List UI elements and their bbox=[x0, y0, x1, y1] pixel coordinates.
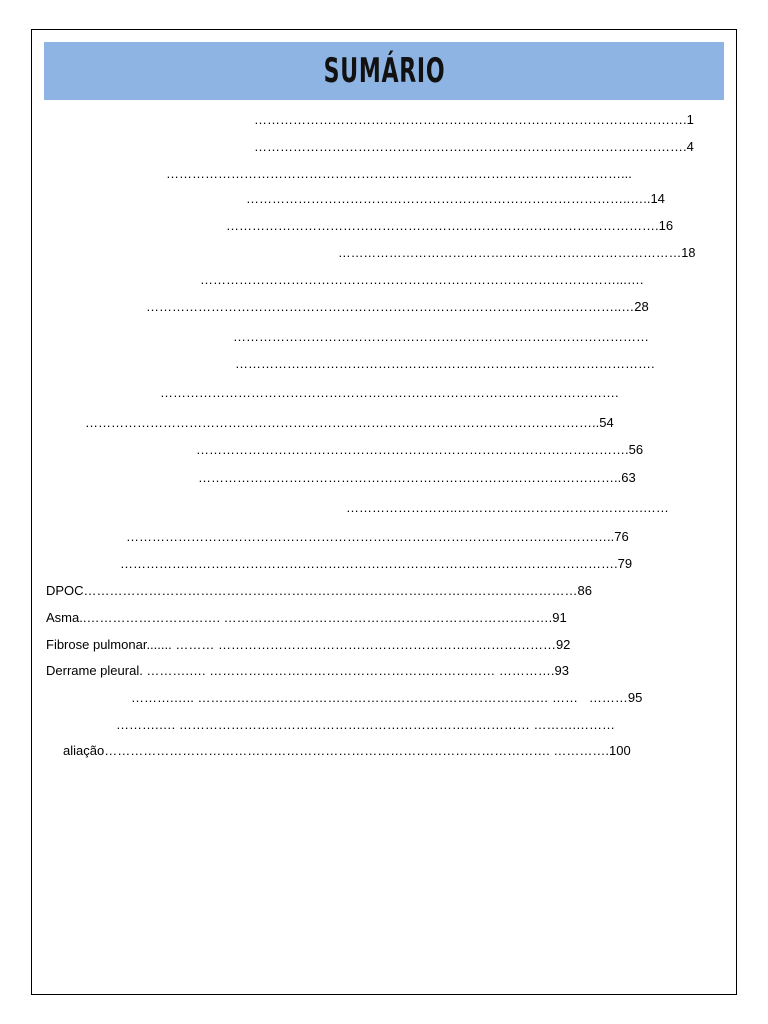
toc-entry-text: ……….…. ……………………………………………………………………… ……….……… bbox=[116, 717, 616, 732]
toc-entry bbox=[63, 743, 631, 758]
toc-entry bbox=[226, 218, 673, 233]
title-banner bbox=[44, 42, 724, 100]
toc-entry-text: aliação…………………………………………………………………………………………. ………….100 bbox=[63, 743, 631, 758]
toc-entry-text: Derrame pleural. ……….…. ………………………………………………………… ………….93 bbox=[46, 663, 569, 678]
toc-entry bbox=[346, 500, 669, 515]
toc-entry bbox=[196, 442, 643, 457]
toc-entry bbox=[46, 663, 569, 678]
toc-entry-text: ……………………………………………………………………………………………... bbox=[166, 166, 632, 181]
toc-entry-text: ……………………………………………………………………………..…..14 bbox=[246, 191, 665, 206]
toc-entry-text: DPOC……………………………………………………………………………………………………86 bbox=[46, 583, 593, 598]
toc-entry-text: ……………………………………………………………………………………...…. bbox=[200, 272, 644, 287]
toc-entry-text: ……………………………………………………………………………………….1 bbox=[254, 112, 694, 127]
toc-entry bbox=[254, 139, 694, 154]
toc-entry-text: ……………………..…………………………………….…… bbox=[346, 500, 669, 515]
toc-entry bbox=[116, 717, 615, 732]
toc-entry bbox=[233, 329, 649, 344]
toc-entry-text: Fibrose pulmonar....... ……… ……………………………………………………………………92 bbox=[46, 637, 571, 652]
toc-entry-text: ………………………………………………………………………18 bbox=[338, 245, 696, 260]
toc-entry bbox=[254, 112, 694, 127]
toc-entry bbox=[85, 415, 614, 430]
toc-entry bbox=[198, 470, 636, 485]
toc-entry-text: …………………………………………………………………………………………………..76 bbox=[126, 529, 629, 544]
toc-entry bbox=[131, 690, 642, 705]
toc-entry-text: ……………………………………………………………………………………….56 bbox=[196, 442, 644, 457]
toc-entry bbox=[246, 191, 665, 206]
toc-entry-text: ………………………………………………………………………………………………..…28 bbox=[146, 299, 649, 314]
toc-entry bbox=[146, 299, 649, 314]
toc-entry bbox=[235, 356, 655, 371]
toc-entry-text: ………………………………………………………………………………………………………..54 bbox=[85, 415, 614, 430]
toc-entry bbox=[338, 245, 695, 260]
toc-entry-text: Asma..…………………………. ………………………………………………………………….91 bbox=[46, 610, 567, 625]
toc-entry-text: ……………………………………………………………………………………….4 bbox=[254, 139, 694, 154]
toc-entry-text: …………………………………………………………………………………………………….79 bbox=[120, 556, 633, 571]
toc-entry bbox=[46, 637, 570, 652]
toc-entry-text: ……………………………………………………………………………………. bbox=[235, 356, 655, 371]
toc-entry bbox=[46, 583, 592, 598]
toc-entry bbox=[46, 610, 567, 625]
toc-entry-text: ……………………………………………………………………………………..63 bbox=[198, 470, 636, 485]
toc-entry-text: ……….….. ……………………………………………………………………… …… ………95 bbox=[131, 690, 643, 705]
toc-entry bbox=[120, 556, 632, 571]
toc-entry bbox=[160, 385, 619, 400]
toc-entry-text: …………………………………………………………………………………… bbox=[233, 329, 649, 344]
toc-entry bbox=[166, 166, 632, 181]
toc-entry bbox=[200, 272, 643, 287]
page-title: SUMÁRIO bbox=[323, 51, 445, 91]
toc-entry-text: ……………………………………………………………………………………………. bbox=[160, 385, 619, 400]
toc-entry-text: ……………………………………………………………………………………….16 bbox=[226, 218, 674, 233]
toc-entry bbox=[126, 529, 629, 544]
